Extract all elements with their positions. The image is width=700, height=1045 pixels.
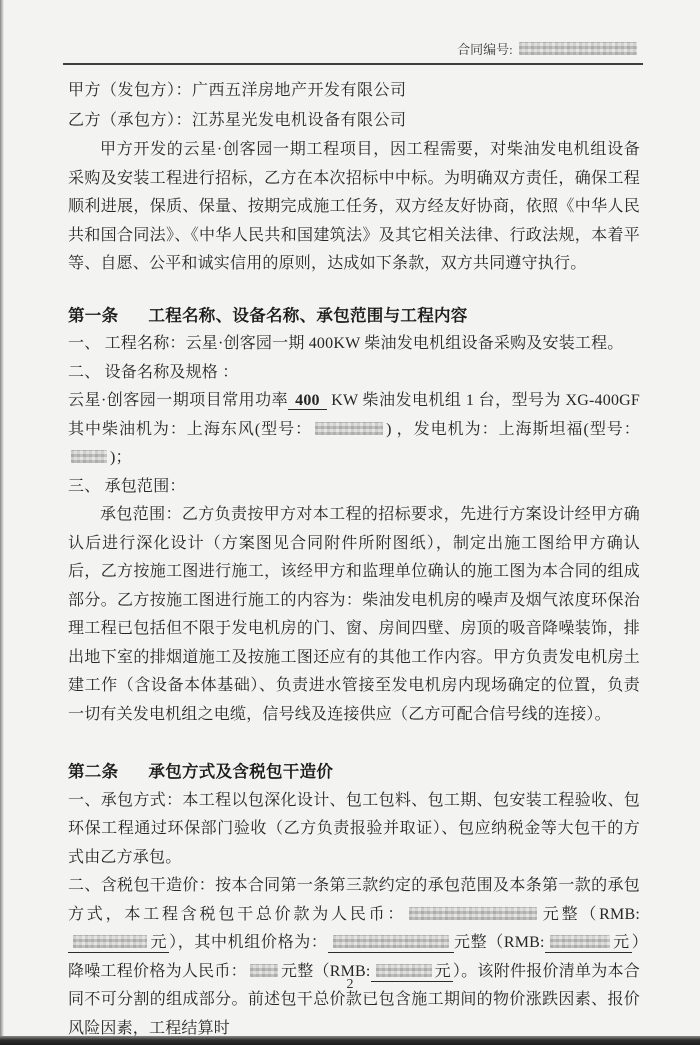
clause1-title: 工程名称、设备名称、承包范围与工程内容 <box>148 305 468 325</box>
price-text: ），其中机组价格为： <box>169 934 328 951</box>
party-a-line: 甲方（发包方）：广西五洋房地产开发有限公司 <box>68 82 407 99</box>
contract-no-label: 合同编号: <box>457 42 513 57</box>
price-text: ）降噪工程价格为人民币： <box>68 934 640 980</box>
clause2-title: 承包方式及含税包干造价 <box>148 762 334 781</box>
price-text: 元整（RMB: <box>540 905 640 923</box>
party-b-line: 乙方（承包方）：江苏星光发电机设备有限公司 <box>68 112 407 129</box>
spec-text: )； <box>110 449 132 466</box>
unit-price-rmb-underlined <box>545 934 632 953</box>
clause2-number: 第二条 <box>68 762 119 781</box>
clause2-item1-contract-mode: 一、承包方式：本工程以包深化设计、包工包料、包工期、包安装工程验收、包环保工程通过环保部门验收（乙方负责报验并取证）、包应纳税金等大包干的方式由乙方承包。 <box>68 791 640 866</box>
yuan-unit: 元 <box>612 934 630 951</box>
clause1-item1-project-name: 一、 工程名称：云星·创客园一期 400KW 柴油发电机组设备采购及安装工程。 <box>68 335 624 352</box>
page-number: 2 <box>346 977 354 992</box>
scan-edge-bottom <box>0 1036 700 1045</box>
total-price-rmb-redacted <box>73 935 147 948</box>
unit-price-chinese-redacted <box>333 935 449 948</box>
price-text: 二、含税包干造价：按本合同第一条第三款约定的承包范围及本条第一款的承包方式，本工程含税包干总价款为人民币： <box>68 877 640 923</box>
clause2-heading <box>68 758 640 787</box>
diesel-engine-model-redacted <box>315 422 383 435</box>
yuan-unit: 元 <box>434 962 451 980</box>
price-text: ）。该附件报价清单为本合同不可分割的组成部分。前述包干总价款已包含施工期间的物价涨跌因素、报价风险因素，工程结算时 <box>68 962 641 1037</box>
scan-edge-left <box>0 0 4 1045</box>
clause1-item2-spec <box>68 387 640 473</box>
header-divider-line <box>63 63 643 65</box>
spec-text: ) ，发电机为：上海斯坦福(型号： <box>386 420 640 438</box>
noise-price-rmb-redacted <box>376 964 432 977</box>
unit-price-chinese-underlined <box>328 934 454 953</box>
price-text: 元整（RMB: <box>453 934 545 951</box>
contract-number-row <box>68 42 640 58</box>
clause1-heading <box>68 302 640 331</box>
unit-price-rmb-redacted <box>550 935 610 948</box>
noise-price-chinese-redacted <box>250 964 278 977</box>
page-content <box>68 0 640 1043</box>
clause1-number: 第一条 <box>68 305 119 325</box>
price-text: 元整（RMB: <box>280 962 371 980</box>
clause1-item2-label: 二、 设备名称及规格 ： <box>68 363 239 381</box>
contract-no-redacted-value <box>519 42 637 55</box>
clause1-item3-label: 三、 承包范围： <box>68 477 186 495</box>
clause2-item2-price <box>68 872 640 1043</box>
yuan-unit: 元 <box>150 934 168 951</box>
total-price-rmb-underlined <box>68 934 169 953</box>
spec-text: KW 柴油发电机组 1 台，型号为 XG-400GF 其中柴油机为：上海东风(型号： <box>68 392 640 438</box>
total-price-chinese-redacted <box>409 907 537 920</box>
generator-model-redacted <box>71 450 107 463</box>
spec-text: 云星·创客园一期项目常用功率 <box>68 392 289 409</box>
clause1-item3-body: 承包范围：乙方负责按甲方对本工程的招标要求，先进行方案设计经甲方确认后进行深化设计（方案图见合同附件所附图纸），制定出施工图给甲方确认后，乙方按施工图进行施工，该经甲方和监理单位确认的施工图为本合同的组成部分。乙方按施工图进行施工的内容为：柴油发电机房的噪声及烟气浓度环保治理工程已包括但不限于发电机房的门、窗、房间四壁、房顶的吸音降噪装饰，排出地下室的排烟道施工及按施工图还应有的其他工作内容。甲方负责发电机房土建工作（含设备本体基础）、负责进水管接至发电机房内现场确定的位置，负责一切有关发电机组之电缆，信号线及连接供应（乙方可配合信号线的连接）。 <box>68 506 640 723</box>
rated-power-value: 400 <box>288 392 327 410</box>
preamble-paragraph: 甲方开发的云星·创客园一期工程项目，因工程需要，对柴油发电机组设备采购及安装工程进行招标，乙方在本次招标中中标。为明确双方责任，确保工程顺利进展，保质、保量、按期完成施工任务，双方经友好协商，依照《中华人民共和国合同法》、《中华人民共和国建筑法》及其它相关法律、行政法规，本着平等、自愿、公平和诚实信用的原则，达成如下条款，双方共同遵守执行。 <box>68 141 640 272</box>
